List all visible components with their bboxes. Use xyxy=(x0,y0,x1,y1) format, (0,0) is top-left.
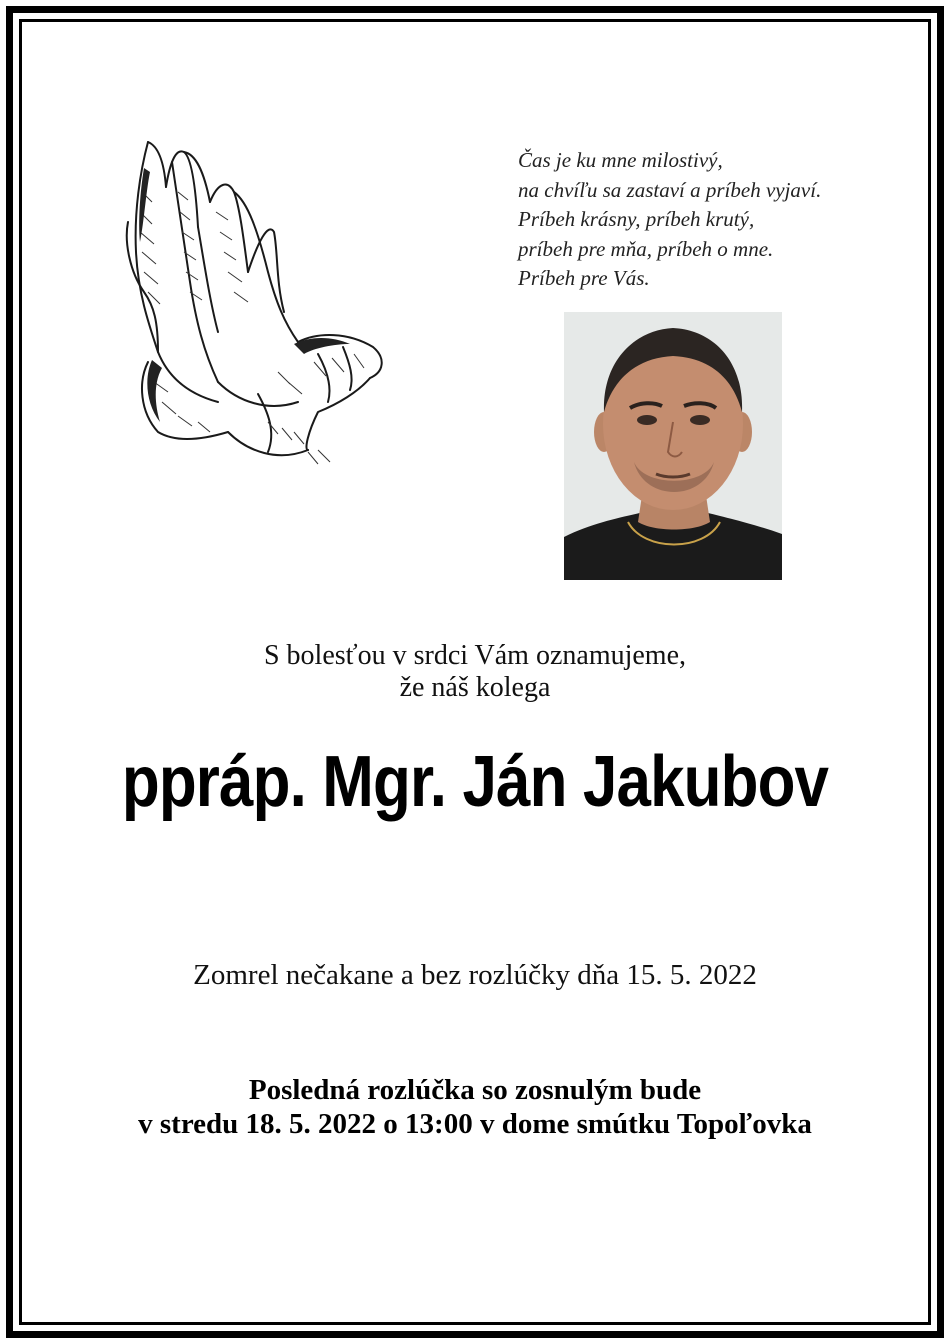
death-notice: Zomrel nečakane a bez rozlúčky dňa 15. 5. 2022 xyxy=(193,959,757,991)
announcement-line: S bolesťou v srdci Vám oznamujeme, xyxy=(263,640,687,671)
praying-hands-icon xyxy=(118,132,393,472)
poem xyxy=(518,146,918,294)
announcement-line: že náš kolega xyxy=(399,672,551,703)
poem-line: Čas je ku mne milostivý, xyxy=(518,148,723,172)
farewell-info xyxy=(0,1073,950,1141)
poem-line: Príbeh pre Vás. xyxy=(518,266,650,290)
farewell-line: Posledná rozlúčka so zosnulým bude xyxy=(248,1074,702,1106)
poem-line: na chvíľu sa zastaví a príbeh vyjaví. xyxy=(518,177,822,202)
poem-line: Príbeh krásny, príbeh krutý, xyxy=(518,207,755,231)
announcement xyxy=(0,640,950,704)
portrait-photo xyxy=(564,312,782,580)
farewell-line: v stredu 18. 5. 2022 o 13:00 v dome smútku Topoľovka xyxy=(138,1108,812,1140)
poem-line: príbeh pre mňa, príbeh o mne. xyxy=(518,236,774,261)
deceased-name: ppráp. Mgr. Ján Jakubov xyxy=(121,742,829,822)
